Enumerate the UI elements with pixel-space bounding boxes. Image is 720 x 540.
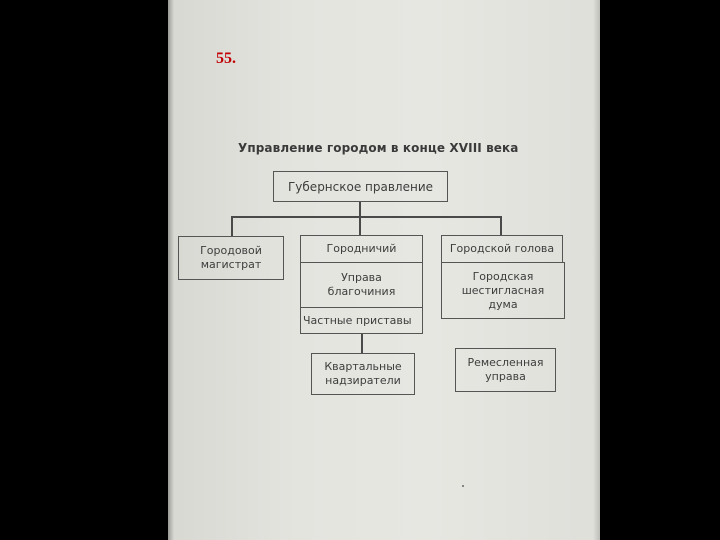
node-gorodskaya-duma: Городская шестигласная дума <box>441 262 565 319</box>
node-uprava-blagochiniya: Управа благочиния <box>300 262 423 308</box>
node-gorodskoy-golova: Городской голова <box>441 235 563 263</box>
node-kvartalnye-nadzirateli: Квартальные надзиратели <box>311 353 415 395</box>
connector-to-magistrat <box>231 216 233 237</box>
page-shadow <box>168 0 174 540</box>
node-gorodovoy-magistrat: Городовой магистрат <box>178 236 284 280</box>
node-gubernskoe-pravlenie: Губернское правление <box>273 171 448 202</box>
page-edge <box>593 0 600 540</box>
node-remeslennaya-uprava: Ремесленная управа <box>455 348 556 392</box>
node-chastnye-pristavy: Частные приставы <box>300 307 423 334</box>
connector-to-gorodnichiy <box>359 216 361 236</box>
slide-number: 55. <box>216 50 236 67</box>
connector-horizontal-bus <box>231 216 501 218</box>
diagram-title: Управление городом в конце XVIII века <box>238 141 519 155</box>
connector-top-vertical <box>359 201 361 217</box>
node-gorodnichiy: Городничий <box>300 235 423 263</box>
connector-to-golova <box>500 216 502 236</box>
speck <box>462 485 464 487</box>
connector-to-nadzirateli <box>361 334 363 354</box>
